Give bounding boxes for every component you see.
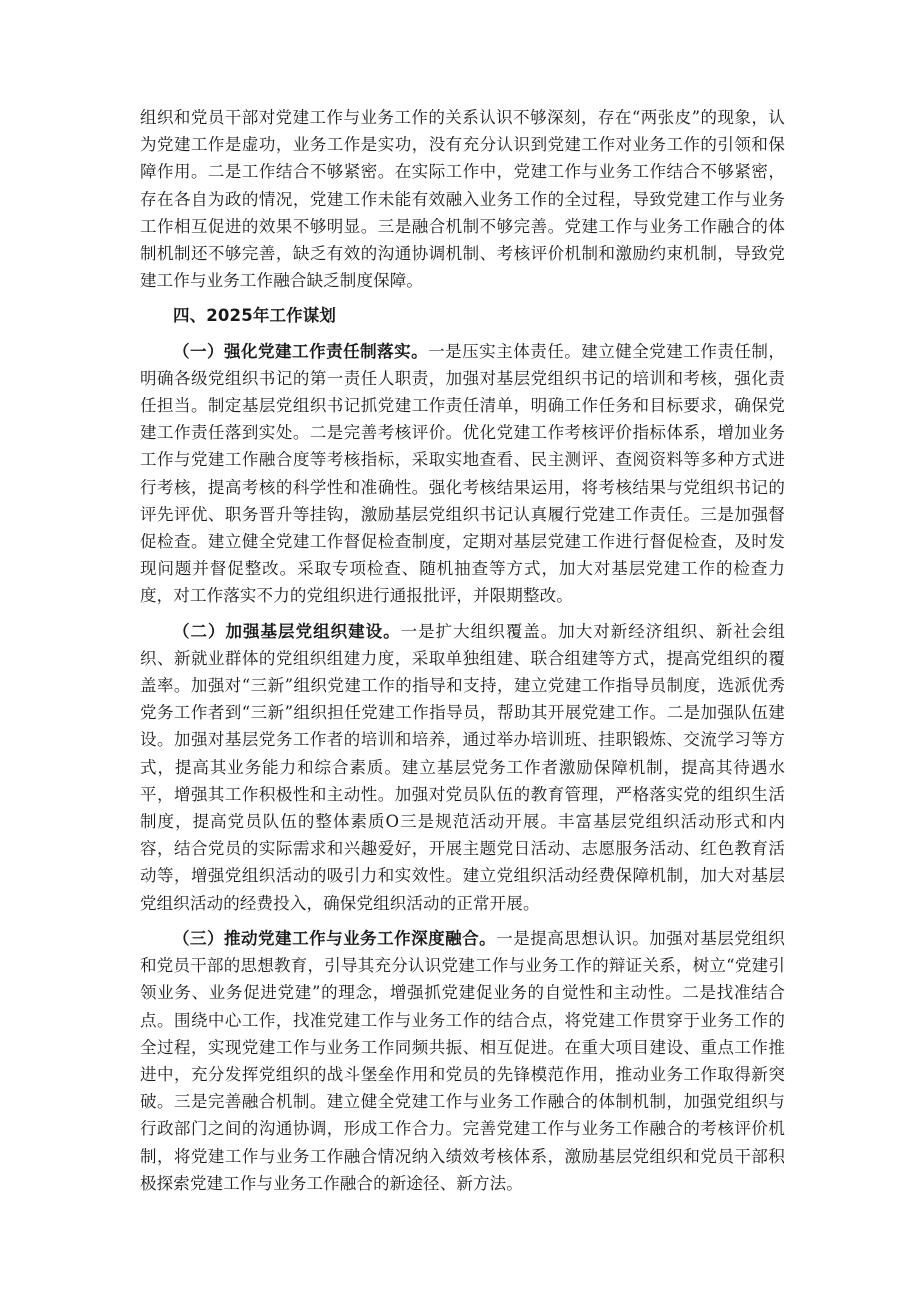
paragraph-section-2 [140, 618, 785, 917]
section-3-body: 一是提高思想认识。加强对基层党组织和党员干部的思想教育，引导其充分认识党建工作与业务工作的辩证关系，树立“党建引领业务、业务促进党建”的理念，增强抓党建促业务的自觉性和主动性。二是找准结合点。围绕中心工作，找准党建工作与业务工作的结合点，将党建工作贯穿于业务工作的全过程，实现党建工作与业务工作同频共振、相互促进。在重大项目建设、重点工作推进中，充分发挥党组织的战斗堡垒作用和党员的先锋模范作用，推动业务工作取得新突破。三是完善融合机制。建立健全党建工作与业务工作融合的体制机制，加强党组织与行政部门之间的沟通协调，形成工作合力。完善党建工作与业务工作融合的考核评价机制，将党建工作与业务工作融合情况纳入绩效考核体系，激励基层党组织和党员干部积极探索党建工作与业务工作融合的新途径、新方法。 [140, 928, 785, 1193]
paragraph-continuation: 组织和党员干部对党建工作与业务工作的关系认识不够深刻，存在“两张皮”的现象，认为党建工作是虚功，业务工作是实功，没有充分认识到党建工作对业务工作的引领和保障作用。二是工作结合不够紧密。在实际工作中，党建工作与业务工作结合不够紧密，存在各自为政的情况，党建工作未能有效融入业务工作的全过程，导致党建工作与业务工作相互促进的效果不够明显。三是融合机制不够完善。党建工作与业务工作融合的体制机制还不够完善，缺乏有效的沟通协调机制、考核评价机制和激励约束机制，导致党建工作与业务工作融合缺乏制度保障。 [140, 108, 785, 291]
section-2-lead: （二）加强基层党组织建设。 [173, 621, 401, 641]
section-2-body: 一是扩大组织覆盖。加大对新经济组织、新社会组织、新就业群体的党组织组建力度，采取单独组建、联合组建等方式，提高党组织的覆盖率。加强对“三新”组织党建工作的指导和支持，建立党建工作指导员制度，选派优秀党务工作者到“三新”组织担任党建工作指导员，帮助其开展党建工作。二是加强队伍建设。加强对基层党务工作者的培训和培养，通过举办培训班、挂职锻炼、交流学习等方式，提高其业务能力和综合素质。建立基层党务工作者激励保障机制，提高其待遇水平，增强其工作积极性和主动性。加强对党员队伍的教育管理，严格落实党的组织生活制度，提高党员队伍的整体素质O三是规范活动开展。丰富基层党组织活动形式和内容，结合党员的实际需求和兴趣爱好，开展主题党日活动、志愿服务活动、红色教育活动等，增强党组织活动的吸引力和实效性。建立党组织活动经费保障机制，加大对基层党组织活动的经费投入，确保党组织活动的正常开展。 [140, 621, 785, 913]
section-3-lead: （三）推动党建工作与业务工作深度融合。 [173, 928, 497, 948]
section-1-lead: （一）强化党建工作责任制落实。 [173, 341, 429, 361]
paragraph-section-3 [140, 925, 785, 1197]
section-1-body: 一是压实主体责任。建立健全党建工作责任制，明确各级党组织书记的第一责任人职责，加强对基层党组织书记的培训和考核，强化责任担当。制定基层党组织书记抓党建工作责任清单，明确工作任务和目标要求，确保党建工作责任落到实处。二是完善考核评价。优化党建工作考核评价指标体系，增加业务工作与党建工作融合度等考核指标，采取实地查看、民主测评、查阅资料等多种方式进行考核，提高考核的科学性和准确性。强化考核结果运用，将考核结果与党组织书记的评先评优、职务晋升等挂钩，激励基层党组织书记认真履行党建工作责任。三是加强督促检查。建立健全党建工作督促检查制度，定期对基层党建工作进行督促检查，及时发现问题并督促整改。采取专项检查、随机抽查等方式，加大对基层党建工作的检查力度，对工作落实不力的党组织进行通报批评，并限期整改。 [140, 341, 786, 606]
section-heading [140, 302, 785, 329]
paragraph-section-1 [140, 338, 785, 610]
document-page [140, 104, 785, 1197]
section-heading-text: 四、2025年工作谋划 [173, 306, 337, 326]
